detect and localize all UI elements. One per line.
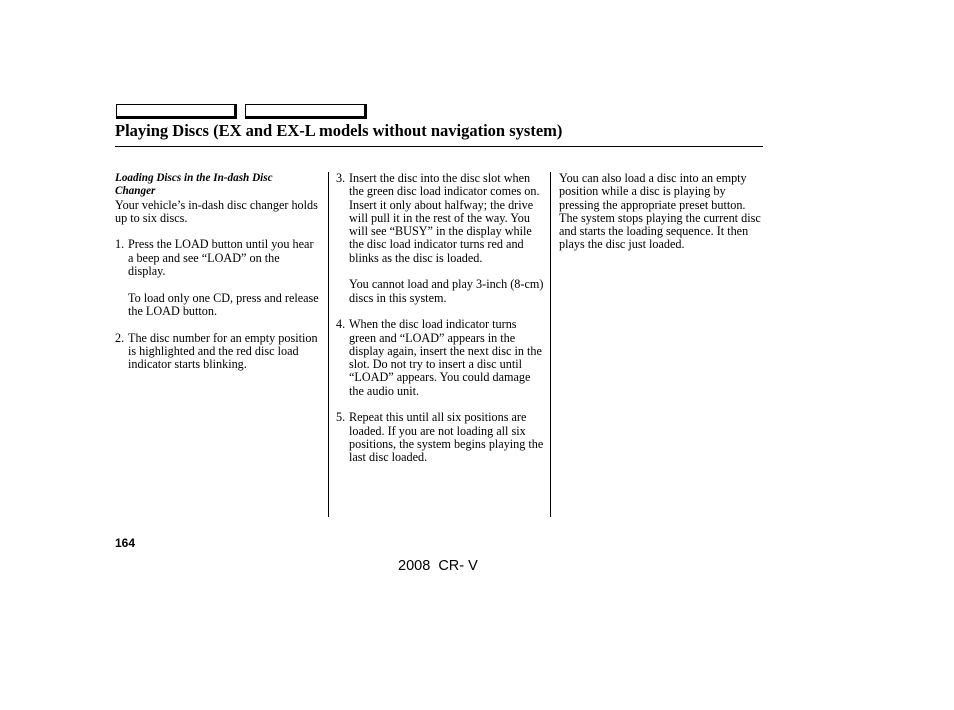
step-5-number: 5. xyxy=(336,410,346,425)
section-tab-1 xyxy=(116,104,237,119)
step-4-text: When the disc load indicator turns green and “LOAD” appears in the display again, insert the next disc in the slot. Do not try to insert a disc until “LOAD” appears. You could damage the audio unit. xyxy=(349,317,542,398)
page-number: 164 xyxy=(115,536,136,550)
step-3-note: You cannot load and play 3-inch (8-cm) discs in this system. xyxy=(349,277,544,305)
intro-paragraph: Your vehicle’s in-dash disc changer holds up to six discs. xyxy=(115,197,318,225)
step-3-number: 3. xyxy=(336,171,346,185)
subheading-line-2: Changer xyxy=(115,185,156,198)
text-column-2 xyxy=(336,172,544,465)
text-column-3 xyxy=(559,172,765,252)
step-4 xyxy=(336,318,544,398)
step-3 xyxy=(336,172,544,265)
step-2-text: The disc number for an empty position is highlighted and the red disc load indicator starts blinking. xyxy=(128,330,318,372)
section-tab-2 xyxy=(245,104,367,119)
step-1-note: To load only one CD, press and release the LOAD button. xyxy=(128,290,319,318)
step-1 xyxy=(115,238,320,278)
footer-model-label: 2008 CR- V xyxy=(398,558,478,574)
column-divider-2 xyxy=(550,172,551,517)
step-4-number: 4. xyxy=(336,317,346,332)
title-rule xyxy=(115,146,763,147)
step-5 xyxy=(336,411,544,464)
column-divider-1 xyxy=(328,172,329,517)
subheading-line-1: Loading Discs in the In-dash Disc xyxy=(115,172,273,184)
step-1-number: 1. xyxy=(115,237,125,252)
step-2 xyxy=(115,332,320,372)
step-3-text: Insert the disc into the disc slot when the green disc load indicator comes on. Insert it only about halfway; the drive will pull it in the rest of the way. You will see “BUSY” in the display while the disc load indicator turns red and blinks as the disc is loaded. xyxy=(349,171,540,265)
step-1-text: Press the LOAD button until you hear a beep and see “LOAD” on the display. xyxy=(128,237,314,279)
section-subheading xyxy=(115,172,320,199)
step-2-number: 2. xyxy=(115,330,125,345)
text-column-1 xyxy=(115,172,320,371)
additional-loading-paragraph: You can also load a disc into an empty position while a disc is playing by pressing the appropriate preset button. The system stops playing the current disc and starts the loading sequence. It then plays the disc just loaded. xyxy=(559,171,761,252)
step-5-text: Repeat this until all six positions are loaded. If you are not loading all six positions, the system begins playing the last disc loaded. xyxy=(349,410,544,465)
page-title: Playing Discs (EX and EX-L models without navigation system) xyxy=(115,121,563,140)
